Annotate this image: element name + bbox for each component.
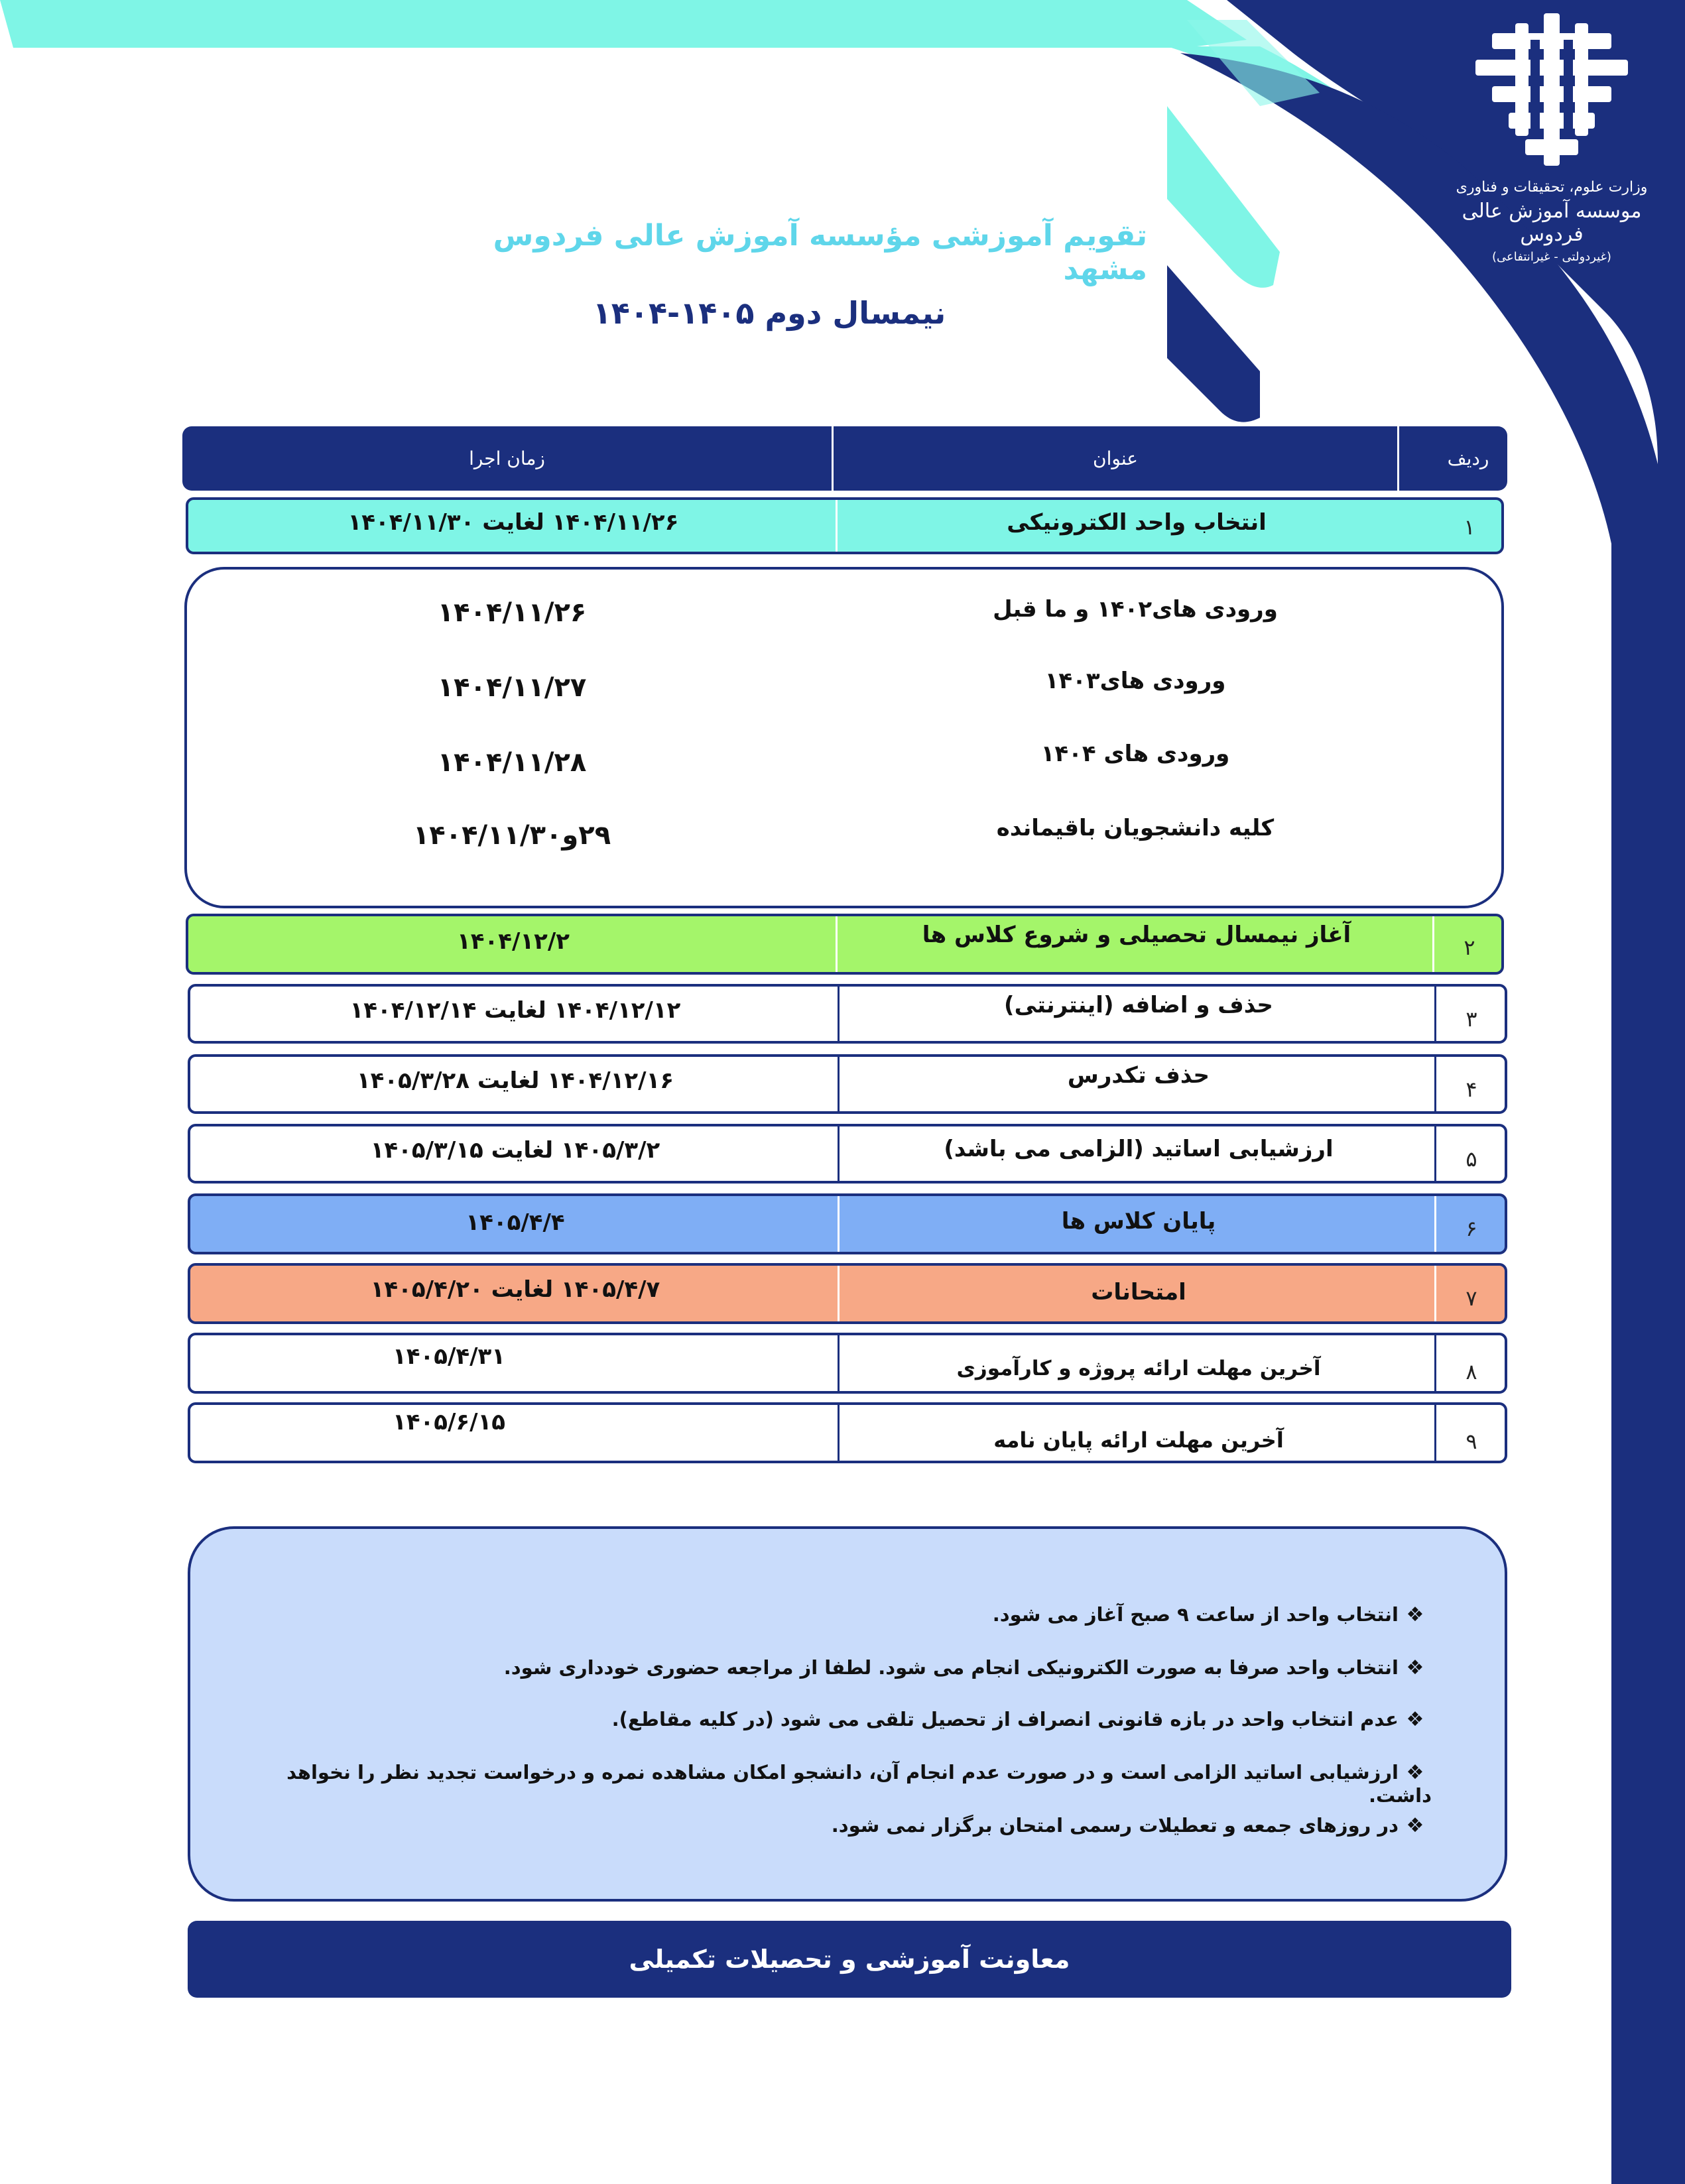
row-title: آخرین مهلت ارائه پروژه و کارآموزی [956,1357,1321,1380]
logo-ministry-text: وزارت علوم، تحقیقات و فناوری [1456,179,1648,196]
logo-emblem-icon [1452,7,1651,172]
table-row [186,914,1504,975]
subrow-date: ۲۹و۱۴۰۴/۱۱/۳۰ [412,820,611,851]
subrow-title: ورودی های ۱۴۰۴ [1040,741,1230,767]
row-title: انتخاب واحد الکترونیکی [1007,509,1267,536]
row-title: پایان کلاس ها [1061,1208,1216,1235]
table-row [188,1193,1507,1254]
table-row [188,1263,1507,1324]
table-row [188,1402,1507,1463]
subrow-title: ورودی های۱۴۰۳ [1044,668,1226,694]
row-date: ۱۴۰۴/۱۲/۱۲ لغایت ۱۴۰۴/۱۲/۱۴ [349,997,681,1024]
row-date: ۱۴۰۴/۱۲/۱۶ لغایت ۱۴۰۵/۳/۲۸ [356,1067,674,1094]
diamond-bullet-icon: ❖ [1406,1761,1424,1784]
subrow-title: کلیه دانشجویان باقیمانده [996,815,1275,841]
row-title: آغاز نیمسال تحصیلی و شروع کلاس ها [922,922,1351,948]
row-divider [838,1405,840,1461]
row-title: حذف و اضافه (اینترنتی) [1004,992,1273,1018]
row-date: ۱۴۰۵/۶/۱۵ [392,1409,506,1435]
note-item [238,1761,1432,1807]
diamond-bullet-icon: ❖ [1406,1814,1424,1837]
note-item [238,1814,1432,1837]
table-header [182,426,1507,491]
diamond-bullet-icon: ❖ [1406,1656,1424,1679]
logo-type-text: (غیردولتی - غیرانتفاعی) [1492,250,1611,264]
row-index: ۸ [1466,1359,1477,1384]
note-item [238,1708,1432,1731]
row-title: آخرین مهلت ارائه پایان نامه [993,1427,1284,1453]
row-date: ۱۴۰۴/۱۱/۲۶ لغایت ۱۴۰۴/۱۱/۳۰ [347,509,679,536]
row-date: ۱۴۰۵/۴/۴ [466,1209,565,1236]
note-item [238,1603,1432,1626]
row-index: ۶ [1466,1216,1477,1241]
row-title: ارزشیابی اساتید (الزامی می باشد) [944,1136,1334,1162]
row-date: ۱۴۰۵/۴/۳۱ [392,1343,506,1370]
subrow-title: ورودی های۱۴۰۲ و ما قبل [993,596,1278,623]
header-title: عنوان [1093,448,1138,469]
selection-schedule-block [184,567,1504,908]
note-text: عدم انتخاب واحد در بازه قانونی انصراف از تحصیل تلقی می شود (در کلیه مقاطع). [611,1708,1399,1730]
row-date: ۱۴۰۵/۳/۲ لغایت ۱۴۰۵/۳/۱۵ [370,1137,660,1164]
row-date: ۱۴۰۴/۱۲/۲ [456,928,570,955]
row-index: ۲ [1464,935,1475,960]
subrow-date: ۱۴۰۴/۱۱/۲۶ [437,597,587,628]
logo-institute-text: موسسه آموزش عالی فردوس [1462,200,1642,246]
table-row [188,1124,1507,1183]
navy-stripe [1167,265,1260,422]
diamond-bullet-icon: ❖ [1406,1603,1424,1626]
row-index: ۹ [1466,1429,1477,1454]
notes-panel [188,1526,1507,1902]
table-row [188,1054,1507,1114]
row-index: ۷ [1466,1286,1477,1311]
row-title: حذف تکدرس [1067,1062,1210,1089]
cyan-top-band [0,0,1247,48]
diamond-bullet-icon: ❖ [1406,1708,1424,1731]
header-index: ردیف [1447,448,1489,469]
table-row [186,497,1504,554]
table-row [188,1333,1507,1394]
header-date: زمان اجرا [469,448,545,469]
note-text: ارزشیابی اساتید الزامی است و در صورت عدم انجام آن، دانشجو امکان مشاهده نمره و درخواست تجدید نظر را نخواهد داشت. [286,1761,1432,1807]
page-title: تقویم آموزشی مؤسسه آموزش عالی فردوس مشهد [493,219,1147,286]
header-divider [832,426,834,491]
row-date: ۱۴۰۵/۴/۷ لغایت ۱۴۰۵/۴/۲۰ [370,1276,660,1303]
cyan-stripe [1167,106,1280,288]
header-divider [1397,426,1399,491]
table-row [188,984,1507,1044]
row-divider [838,1335,840,1391]
row-index: ۳ [1466,1006,1477,1032]
note-text: انتخاب واحد صرفا به صورت الکترونیکی انجام می شود. لطفا از مراجعه حضوری خودداری شود. [503,1656,1399,1679]
footer-bar [188,1921,1511,1998]
subrow-date: ۱۴۰۴/۱۱/۲۷ [437,672,587,703]
institute-logo [1452,7,1678,298]
row-title: امتحانات [1091,1279,1186,1305]
row-index: ۴ [1466,1077,1477,1102]
note-item [238,1656,1432,1679]
row-index: ۵ [1466,1146,1477,1172]
note-text: در روزهای جمعه و تعطیلات رسمی امتحان برگزار نمی شود. [831,1814,1399,1837]
page-subtitle: نیمسال دوم ۱۴۰۵-۱۴۰۴ [592,295,946,331]
note-text: انتخاب واحد از ساعت ۹ صبح آغاز می شود. [992,1603,1399,1626]
footer-text: معاونت آموزشی و تحصیلات تکمیلی [629,1945,1070,1974]
subrow-date: ۱۴۰۴/۱۱/۲۸ [437,747,587,778]
row-index: ۱ [1464,515,1475,540]
